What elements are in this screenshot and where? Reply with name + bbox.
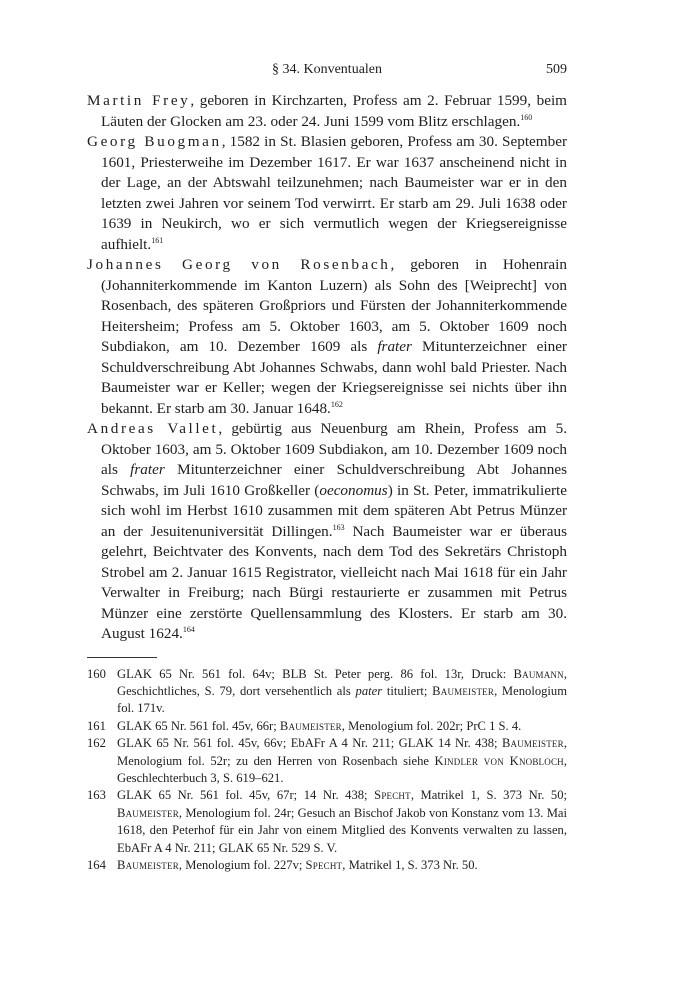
footnote-segment: GLAK 65 Nr. 561 fol. 45v, 66v; EbAFr A 4 Nr. 211; GLAK 14 Nr. 438;: [117, 736, 502, 751]
footnote-segment: , Geschlechterbuch 3, S. 619–621.: [117, 753, 567, 785]
footnote-ref[interactable]: 164: [182, 625, 195, 634]
footnote-162: [87, 735, 567, 787]
footnote-text: [117, 857, 567, 874]
italic-term: pater: [355, 683, 383, 698]
footnote-number: 161: [87, 718, 106, 733]
footnote-160: [87, 666, 567, 718]
italic-term: frater: [377, 338, 412, 355]
footnote-segment: , Menologium fol. 227v;: [178, 857, 306, 872]
footnote-ref[interactable]: 162: [330, 399, 343, 409]
footnote-text: [117, 666, 567, 718]
author-name: Specht: [305, 857, 343, 872]
book-page: [87, 62, 567, 874]
author-name: Baumann: [513, 666, 564, 681]
entry-text: Mitunterzeichner einer Schuldverschreibung Abt Johannes Schwabs, dann wohl bald Priester. Nach Baumeister war er Keller; wegen der Kriegsereignisse sei nichts über ihn bekannt. Er starb am 30. Januar 1648.: [101, 338, 567, 417]
author-name: Kindler von Knobloch: [434, 753, 564, 768]
person-name: Johannes Georg von Rosenbach: [87, 256, 391, 273]
footnote-segment: , Menologium fol. 52r; zu den Herren von Rosenbach siehe: [117, 736, 567, 768]
person-name: Andreas Vallet: [87, 420, 219, 437]
footnote-segment: GLAK 65 Nr. 561 fol. 64v; BLB St. Peter perg. 86 fol. 13r, Druck:: [117, 666, 514, 681]
author-name: Specht: [374, 788, 411, 803]
italic-term: frater: [130, 461, 165, 478]
footnote-text: [117, 718, 567, 735]
footnote-segment: , Menologium fol. 24r; Gesuch an Bischof Jakob von Konstanz vom 13. Mai 1618, den Peterhof für ein Jahr von einem Mitglied des Konvents verwalten zu lassen, EbAFr A 4 Nr. 211; GLAK 65 Nr. 529 S. V.: [117, 805, 567, 855]
entry-andreas-vallet: [87, 419, 567, 645]
page-number: 509: [546, 62, 567, 77]
entry-text: Nach Baumeister war er überaus gelehrt, Beichtvater des Konvents, nach dem Tod des Sekretärs Christoph Strobel am 2. Januar 1615 Registrator, vielleicht nach Mai 1618 für ein Jahr Verwalter in Freiburg; nach Bürgi restaurierte er zusammen mit Petrus Münzer eine zerstörte Quellensammlung des Klosters. Er starb am 30. August 1624.: [101, 522, 567, 642]
entry-johannes-georg-von-rosenbach: [87, 255, 567, 419]
entry-text: , gebürtig aus Neuenburg am Rhein, Profess am 5. Oktober 1603, am 5. Oktober 1609 Subdiakon, am 10. Dezember 1609 noch als: [101, 420, 567, 478]
entry-text: , geboren in Hohenrain (Johanniterkommende im Kanton Luzern) als Sohn des [Weiprecht] von Rosenbach, des späteren Großpriors und Fürsten der Johanniterkommende Heitersheim; Profess am 5. Oktober 1603, am 5. Oktober 1609 noch Subdiakon, am 10. Dezember 1609 als: [101, 256, 567, 355]
running-head: [87, 62, 567, 84]
entry-text: , 1582 in St. Blasien geboren, Profess am 30. September 1601, Priesterweihe im Dezember 1617. Er war 1637 anscheinend nicht in der Lage, an der Abtswahl teilzunehmen; nach Baumeister war er in den letzten zwei Jahren vor seinem Tod verwirrt. Er starb am 29. Juli 1638 oder 1639 in Neukirch, wo er sich vermutlich wegen der Kriegsereignisse aufhielt.: [101, 133, 567, 253]
footnote-segment: , Menologium fol. 171v.: [117, 683, 567, 716]
footnote-ref[interactable]: 163: [332, 522, 345, 532]
author-name: Baumeister: [117, 857, 179, 872]
footnote-number: 163: [87, 788, 106, 803]
entry-georg-buogman: [87, 132, 567, 255]
footnote-text: [117, 787, 567, 857]
author-name: Baumeister: [501, 736, 564, 751]
footnote-161: [87, 718, 567, 735]
footnote-segment: , Menologium fol. 202r; PrC 1 S. 4.: [341, 718, 522, 733]
footnote-segment: tituliert;: [382, 683, 433, 698]
author-name: Baumeister: [432, 683, 495, 698]
running-title: § 34. Konventualen: [271, 62, 383, 77]
author-name: Baumeister: [279, 718, 342, 733]
footnote-segment: GLAK 65 Nr. 561 fol. 45v, 66r;: [117, 718, 280, 733]
footnote-segment: , Matrikel 1, S. 373 Nr. 50.: [342, 857, 478, 872]
entries: [87, 91, 567, 645]
person-name: Martin Frey: [87, 92, 191, 109]
footnote-number: 160: [87, 666, 106, 681]
person-name: Georg Buogman: [87, 133, 222, 150]
footnote-separator: [87, 657, 157, 658]
author-name: Baumeister: [117, 805, 179, 820]
entry-text: ) in St. Peter, immatrikulierte sich wohl im Herbst 1610 zusammen mit dem späteren Abt Petrus Münzer an der Jesuitenuniversität Dillingen.: [101, 481, 567, 540]
footnote-ref[interactable]: 161: [151, 235, 164, 245]
footnote-segment: GLAK 65 Nr. 561 fol. 45v, 67r; 14 Nr. 438;: [117, 788, 375, 803]
footnote-164: [87, 857, 567, 874]
entry-martin-frey: [87, 91, 567, 132]
footnote-number: 162: [87, 736, 106, 751]
footnotes: [87, 666, 567, 875]
footnote-segment: , Matrikel 1, S. 373 Nr. 50;: [410, 788, 568, 803]
italic-term: oeconomus: [319, 481, 388, 499]
footnote-text: [117, 735, 567, 787]
footnote-segment: , Geschichtliches, S. 79, dort versehentlich als: [117, 666, 567, 698]
footnote-ref[interactable]: 160: [520, 112, 533, 122]
footnote-number: 164: [87, 857, 106, 872]
footnote-163: [87, 787, 567, 857]
entry-text: Mitunterzeichner einer Schuldverschreibung Abt Johannes Schwabs, im Juli 1610 Großkeller (: [101, 461, 567, 499]
entry-text: , geboren in Kirchzarten, Profess am 2. Februar 1599, beim Läuten der Glocken am 23. oder 24. Juni 1599 vom Blitz erschlagen.: [101, 92, 567, 130]
